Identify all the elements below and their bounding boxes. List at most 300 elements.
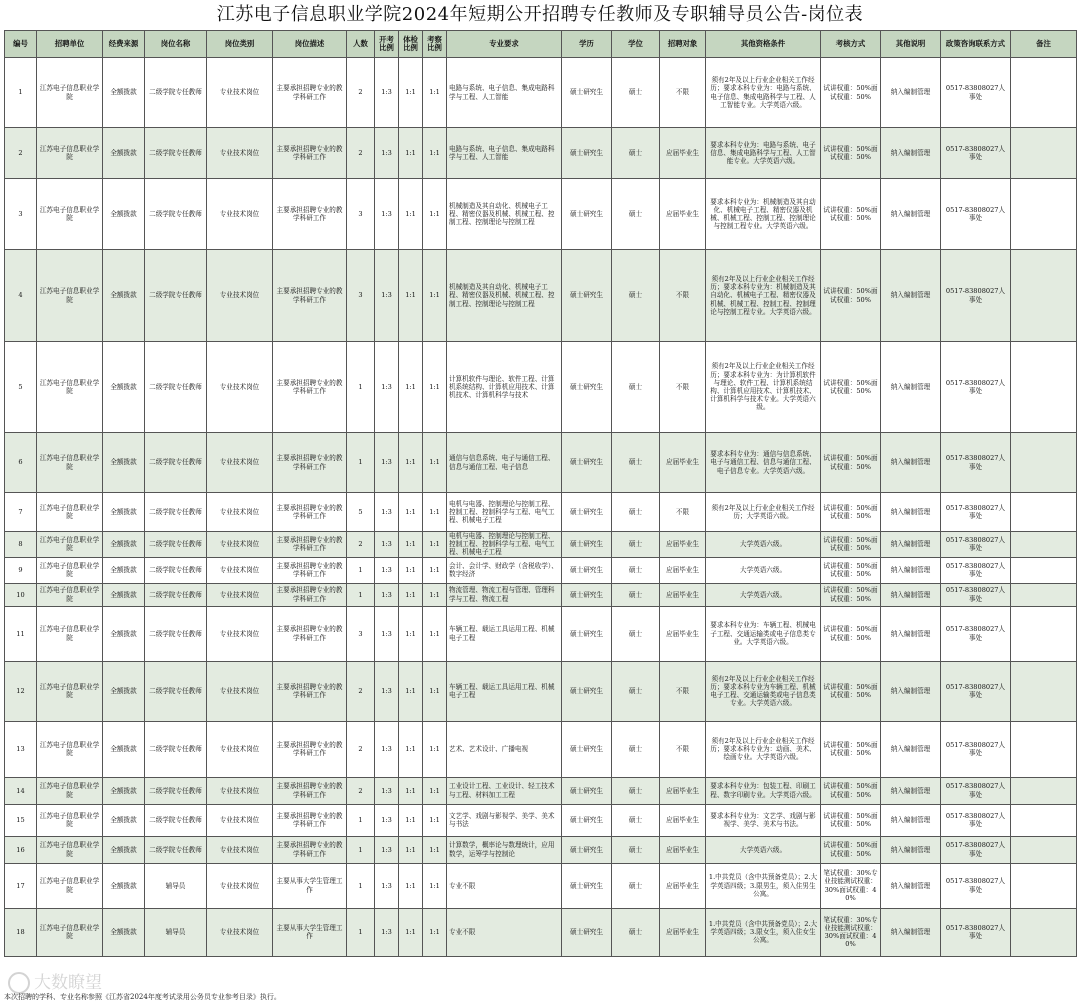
table-cell: 硕士研究生: [562, 661, 612, 721]
table-cell: 全额拨款: [103, 804, 145, 836]
table-row: [5, 836, 1077, 863]
table-row: [5, 557, 1077, 583]
table-cell: 大学英语六级。: [706, 836, 821, 863]
table-cell: 主要承担招聘专业的教学科研工作: [273, 661, 347, 721]
table-cell: 应届毕业生: [660, 908, 706, 956]
table-cell: 硕士: [612, 804, 660, 836]
table-cell: 纳入编制管理: [881, 721, 941, 777]
table-cell: 硕士研究生: [562, 908, 612, 956]
table-cell: 1: [5, 58, 37, 128]
table-cell: 应届毕业生: [660, 433, 706, 493]
table-cell: 1:1: [399, 250, 423, 342]
table-cell: 二级学院专任教师: [145, 836, 207, 863]
table-cell: 主要承担招聘专业的教学科研工作: [273, 777, 347, 804]
table-cell: 1:1: [399, 836, 423, 863]
table-cell: 机械制造及其自动化、机械电子工程、精密仪器及机械、机械工程、控制工程、控制理论与控制工程: [447, 179, 562, 250]
table-cell: 1:1: [423, 606, 447, 661]
table-cell: 硕士: [612, 557, 660, 583]
column-header: 体检比例: [399, 31, 423, 58]
table-cell: 1:3: [375, 606, 399, 661]
table-cell: 计算机软件与理论、软件工程、计算机系统结构、计算机应用技术、计算机技术、计算机科学与技术: [447, 342, 562, 433]
table-cell: 1:1: [399, 661, 423, 721]
table-cell: 硕士: [612, 58, 660, 128]
table-cell: 纳入编制管理: [881, 493, 941, 532]
table-cell: 硕士: [612, 342, 660, 433]
table-cell: 电路与系统、电子信息、集成电路科学与工程、人工智能: [447, 128, 562, 179]
table-cell: 江苏电子信息职业学院: [37, 128, 103, 179]
table-row: [5, 532, 1077, 558]
table-cell: 主要承担招聘专业的教学科研工作: [273, 58, 347, 128]
table-cell: 江苏电子信息职业学院: [37, 179, 103, 250]
table-cell: 二级学院专任教师: [145, 721, 207, 777]
table-cell: 1:1: [423, 721, 447, 777]
table-cell: [1011, 836, 1077, 863]
table-cell: 1:3: [375, 777, 399, 804]
table-cell: 江苏电子信息职业学院: [37, 493, 103, 532]
table-cell: 硕士研究生: [562, 250, 612, 342]
table-cell: 1:1: [399, 433, 423, 493]
table-cell: 3: [347, 606, 375, 661]
table-cell: 4: [5, 250, 37, 342]
table-cell: 1:3: [375, 661, 399, 721]
table-cell: 会计、会计学、财政学（含税收学）、数字经济: [447, 557, 562, 583]
table-cell: 2: [5, 128, 37, 179]
table-cell: 1:1: [399, 128, 423, 179]
table-cell: 江苏电子信息职业学院: [37, 908, 103, 956]
table-cell: 纳入编制管理: [881, 836, 941, 863]
column-header: 岗位名称: [145, 31, 207, 58]
table-cell: 1:3: [375, 58, 399, 128]
table-cell: 电机与电器、控制理论与控制工程、控制工程、控制科学与工程、电气工程、机械电子工程: [447, 493, 562, 532]
table-cell: 江苏电子信息职业学院: [37, 250, 103, 342]
table-cell: 专业技术岗位: [207, 433, 273, 493]
table-cell: 3: [347, 179, 375, 250]
table-cell: 主要承担招聘专业的教学科研工作: [273, 606, 347, 661]
column-header: 经费来源: [103, 31, 145, 58]
table-cell: [1011, 250, 1077, 342]
table-cell: 0517-83808027人事处: [941, 836, 1011, 863]
table-cell: 全额拨款: [103, 661, 145, 721]
table-cell: 试讲权重：50%面试权重：50%: [821, 721, 881, 777]
table-cell: 硕士: [612, 908, 660, 956]
table-cell: 全额拨款: [103, 863, 145, 908]
table-cell: 2: [347, 58, 375, 128]
table-cell: 专业技术岗位: [207, 342, 273, 433]
table-cell: 硕士: [612, 179, 660, 250]
table-cell: 1:1: [399, 557, 423, 583]
table-cell: 0517-83808027人事处: [941, 777, 1011, 804]
table-cell: [1011, 557, 1077, 583]
table-cell: 1.中共党员（含中共预备党员）；2.大学英语四级；3.限男生，须入住男生公寓。: [706, 863, 821, 908]
table-cell: 全额拨款: [103, 493, 145, 532]
table-row: [5, 342, 1077, 433]
table-cell: 笔试权重：30%专业技能测试权重：30%面试权重：40%: [821, 863, 881, 908]
table-row: [5, 863, 1077, 908]
table-cell: 全额拨款: [103, 777, 145, 804]
table-cell: 1: [347, 433, 375, 493]
table-cell: 江苏电子信息职业学院: [37, 863, 103, 908]
table-cell: 2: [347, 721, 375, 777]
table-cell: 专业技术岗位: [207, 493, 273, 532]
table-cell: 专业技术岗位: [207, 836, 273, 863]
table-cell: 全额拨款: [103, 433, 145, 493]
table-cell: 1:3: [375, 532, 399, 558]
table-cell: 江苏电子信息职业学院: [37, 532, 103, 558]
table-cell: 全额拨款: [103, 128, 145, 179]
table-cell: 硕士研究生: [562, 557, 612, 583]
table-cell: 江苏电子信息职业学院: [37, 721, 103, 777]
table-cell: 要求本科专业为：电路与系统、电子信息、集成电路科学与工程、人工智能专业。大学英语六级。: [706, 128, 821, 179]
table-cell: 硕士研究生: [562, 721, 612, 777]
table-cell: 11: [5, 606, 37, 661]
table-cell: 应届毕业生: [660, 179, 706, 250]
table-cell: 物流管理、物流工程与管理、管理科学与工程、物流工程: [447, 583, 562, 606]
table-cell: 二级学院专任教师: [145, 532, 207, 558]
table-cell: 1:1: [399, 606, 423, 661]
table-cell: 江苏电子信息职业学院: [37, 777, 103, 804]
table-cell: 二级学院专任教师: [145, 804, 207, 836]
table-cell: [1011, 58, 1077, 128]
table-cell: 全额拨款: [103, 721, 145, 777]
table-cell: 1:1: [423, 908, 447, 956]
table-cell: 试讲权重：50%面试权重：50%: [821, 777, 881, 804]
table-cell: 二级学院专任教师: [145, 433, 207, 493]
table-cell: 专业技术岗位: [207, 250, 273, 342]
table-cell: 要求本科专业为：文艺学、戏剧与影视学、美学、美术与书法。: [706, 804, 821, 836]
table-cell: 0517-83808027人事处: [941, 557, 1011, 583]
table-cell: 纳入编制管理: [881, 583, 941, 606]
table-cell: 要求本科专业为：车辆工程、机械电子工程、交通运输类或电子信息类专业。大学英语六级。: [706, 606, 821, 661]
table-cell: 硕士: [612, 250, 660, 342]
table-cell: 纳入编制管理: [881, 777, 941, 804]
table-cell: 全额拨款: [103, 532, 145, 558]
table-cell: 试讲权重：50%面试权重：50%: [821, 557, 881, 583]
table-cell: 1:1: [399, 342, 423, 433]
table-cell: 0517-83808027人事处: [941, 532, 1011, 558]
table-cell: 须有2年及以上行业企业相关工作经历；大学英语六级。: [706, 493, 821, 532]
table-cell: 1:1: [423, 433, 447, 493]
table-cell: 纳入编制管理: [881, 58, 941, 128]
table-cell: 1: [347, 557, 375, 583]
table-cell: 0517-83808027人事处: [941, 804, 1011, 836]
table-cell: 主要承担招聘专业的教学科研工作: [273, 557, 347, 583]
table-cell: 要求本科专业为：通信与信息系统、电子与通信工程、信息与通信工程、电子信息专业。大学英语六级。: [706, 433, 821, 493]
table-cell: [1011, 493, 1077, 532]
column-header: 政策咨询联系方式: [941, 31, 1011, 58]
table-cell: 1:3: [375, 583, 399, 606]
table-cell: 0517-83808027人事处: [941, 58, 1011, 128]
table-cell: 专业技术岗位: [207, 532, 273, 558]
page-title: 江苏电子信息职业学院2024年短期公开招聘专任教师及专职辅导员公告-岗位表: [216, 4, 864, 25]
table-cell: 主要承担招聘专业的教学科研工作: [273, 532, 347, 558]
table-row: [5, 777, 1077, 804]
table-cell: 不限: [660, 58, 706, 128]
table-cell: 纳入编制管理: [881, 661, 941, 721]
table-cell: 主要承担招聘专业的教学科研工作: [273, 128, 347, 179]
table-cell: 应届毕业生: [660, 128, 706, 179]
table-cell: 专业技术岗位: [207, 583, 273, 606]
column-header: 招聘对象: [660, 31, 706, 58]
table-cell: 不限: [660, 342, 706, 433]
column-header: 学历: [562, 31, 612, 58]
table-cell: 主要承担招聘专业的教学科研工作: [273, 804, 347, 836]
table-cell: 纳入编制管理: [881, 863, 941, 908]
table-cell: 硕士研究生: [562, 583, 612, 606]
table-cell: 试讲权重：50%面试权重：50%: [821, 836, 881, 863]
table-cell: 3: [5, 179, 37, 250]
table-cell: 纳入编制管理: [881, 250, 941, 342]
table-cell: 1:1: [423, 179, 447, 250]
table-cell: 二级学院专任教师: [145, 493, 207, 532]
table-cell: 二级学院专任教师: [145, 58, 207, 128]
table-cell: 不限: [660, 661, 706, 721]
table-cell: 1:1: [423, 661, 447, 721]
column-header: 专业要求: [447, 31, 562, 58]
table-cell: 1:3: [375, 836, 399, 863]
table-cell: 须有2年及以上行业企业相关工作经历；要求本科专业为：电路与系统、电子信息、集成电路科学与工程、人工智能专业。大学英语六级。: [706, 58, 821, 128]
table-cell: 1:3: [375, 250, 399, 342]
table-cell: 主要从事大学生管理工作: [273, 863, 347, 908]
table-cell: 纳入编制管理: [881, 532, 941, 558]
table-row: [5, 128, 1077, 179]
table-cell: 1:3: [375, 128, 399, 179]
table-cell: 主要承担招聘专业的教学科研工作: [273, 583, 347, 606]
table-cell: 专业不限: [447, 908, 562, 956]
table-cell: 工业设计工程、工业设计、轻工技术与工程、材料加工工程: [447, 777, 562, 804]
table-cell: 5: [5, 342, 37, 433]
table-cell: 硕士研究生: [562, 606, 612, 661]
table-cell: 试讲权重：50%面试权重：50%: [821, 606, 881, 661]
table-cell: [1011, 342, 1077, 433]
table-cell: 1:1: [399, 804, 423, 836]
table-cell: 辅导员: [145, 863, 207, 908]
table-cell: 7: [5, 493, 37, 532]
table-cell: 硕士研究生: [562, 863, 612, 908]
table-cell: 1:3: [375, 433, 399, 493]
table-cell: 计算数学，概率论与数理统计，应用数学，运筹学与控制论: [447, 836, 562, 863]
table-cell: 专业技术岗位: [207, 661, 273, 721]
table-cell: 江苏电子信息职业学院: [37, 661, 103, 721]
positions-table: [4, 30, 1077, 957]
table-cell: 全额拨款: [103, 908, 145, 956]
table-cell: 1:3: [375, 493, 399, 532]
table-cell: 1:3: [375, 908, 399, 956]
table-cell: 电路与系统、电子信息、集成电路科学与工程、人工智能: [447, 58, 562, 128]
table-cell: 0517-83808027人事处: [941, 908, 1011, 956]
table-cell: 试讲权重：50%面试权重：50%: [821, 583, 881, 606]
table-cell: 1: [347, 583, 375, 606]
table-row: [5, 58, 1077, 128]
table-cell: 硕士: [612, 777, 660, 804]
table-cell: 通信与信息系统、电子与通信工程、信息与通信工程、电子信息: [447, 433, 562, 493]
table-cell: 5: [347, 493, 375, 532]
table-cell: 艺术、艺术设计、广播电视: [447, 721, 562, 777]
table-cell: 1: [347, 836, 375, 863]
table-cell: 1: [347, 804, 375, 836]
table-cell: 须有2年及以上行业企业相关工作经历；要求本科专业为：动画、美术、绘画专业。大学英语六级。: [706, 721, 821, 777]
table-cell: 试讲权重：50%面试权重：50%: [821, 179, 881, 250]
table-cell: 硕士: [612, 661, 660, 721]
table-cell: 全额拨款: [103, 342, 145, 433]
table-cell: 1:1: [399, 179, 423, 250]
table-cell: 1:1: [423, 128, 447, 179]
table-cell: 2: [347, 661, 375, 721]
table-cell: 1:1: [423, 493, 447, 532]
table-cell: 2: [347, 532, 375, 558]
table-cell: 大学英语六级。: [706, 532, 821, 558]
table-row: [5, 721, 1077, 777]
table-cell: 2: [347, 128, 375, 179]
table-cell: 纳入编制管理: [881, 557, 941, 583]
table-cell: 二级学院专任教师: [145, 179, 207, 250]
table-cell: 0517-83808027人事处: [941, 721, 1011, 777]
table-cell: 江苏电子信息职业学院: [37, 342, 103, 433]
table-cell: 应届毕业生: [660, 532, 706, 558]
table-cell: 14: [5, 777, 37, 804]
table-cell: 0517-83808027人事处: [941, 342, 1011, 433]
table-cell: 1:1: [399, 532, 423, 558]
table-cell: 须有2年及以上行业企业相关工作经历；要求本科专业为车辆工程、机械电子工程、交通运输类或电子信息类专业。大学英语六级。: [706, 661, 821, 721]
table-row: [5, 179, 1077, 250]
table-cell: 1: [347, 342, 375, 433]
table-cell: 笔试权重：30%专业技能测试权重：30%面试权重：40%: [821, 908, 881, 956]
table-cell: 1:1: [423, 532, 447, 558]
table-cell: 1:1: [423, 583, 447, 606]
table-cell: 硕士: [612, 606, 660, 661]
table-cell: 硕士研究生: [562, 777, 612, 804]
table-cell: 应届毕业生: [660, 836, 706, 863]
table-cell: 8: [5, 532, 37, 558]
table-cell: 全额拨款: [103, 557, 145, 583]
table-cell: 纳入编制管理: [881, 433, 941, 493]
table-cell: 硕士研究生: [562, 342, 612, 433]
table-cell: 主要承担招聘专业的教学科研工作: [273, 721, 347, 777]
table-cell: 试讲权重：50%面试权重：50%: [821, 58, 881, 128]
table-cell: 江苏电子信息职业学院: [37, 58, 103, 128]
table-cell: 10: [5, 583, 37, 606]
table-cell: 二级学院专任教师: [145, 606, 207, 661]
table-cell: 应届毕业生: [660, 606, 706, 661]
table-cell: 13: [5, 721, 37, 777]
table-cell: 二级学院专任教师: [145, 661, 207, 721]
table-cell: 1:1: [399, 863, 423, 908]
table-cell: 1:3: [375, 721, 399, 777]
table-cell: 17: [5, 863, 37, 908]
table-cell: 硕士: [612, 863, 660, 908]
table-cell: 1: [347, 863, 375, 908]
table-cell: 1:1: [423, 836, 447, 863]
table-cell: 9: [5, 557, 37, 583]
table-cell: [1011, 433, 1077, 493]
column-header: 岗位描述: [273, 31, 347, 58]
table-cell: 硕士研究生: [562, 433, 612, 493]
table-cell: 电机与电器、控制理论与控制工程、控制工程、控制科学与工程、电气工程、机械电子工程: [447, 532, 562, 558]
table-cell: 试讲权重：50%面试权重：50%: [821, 128, 881, 179]
table-cell: 0517-83808027人事处: [941, 661, 1011, 721]
table-cell: 江苏电子信息职业学院: [37, 606, 103, 661]
table-cell: 不限: [660, 250, 706, 342]
table-row: [5, 661, 1077, 721]
table-cell: 1: [347, 908, 375, 956]
table-cell: 15: [5, 804, 37, 836]
table-cell: 18: [5, 908, 37, 956]
table-cell: [1011, 661, 1077, 721]
table-cell: 专业不限: [447, 863, 562, 908]
table-cell: 专业技术岗位: [207, 908, 273, 956]
table-cell: 1:1: [423, 58, 447, 128]
table-cell: 纳入编制管理: [881, 342, 941, 433]
column-header: 岗位类别: [207, 31, 273, 58]
table-cell: 不限: [660, 493, 706, 532]
table-cell: 1:3: [375, 863, 399, 908]
table-cell: 纳入编制管理: [881, 179, 941, 250]
table-cell: 须有2年及以上行业企业相关工作经历；要求本科专业为：机械制造及其自动化、机械电子工程、精密仪器及机械、机械工程、控制工程、控制理论与控制工程专业。大学英语六级。: [706, 250, 821, 342]
table-cell: 须有2年及以上行业企业相关工作经历；要求本科专业为：为计算机软件与理论、软件工程、计算机系统结构、计算机应用技术、计算机技术、计算机科学与技术专业。大学英语六级。: [706, 342, 821, 433]
table-cell: 1:1: [423, 863, 447, 908]
table-cell: 试讲权重：50%面试权重：50%: [821, 433, 881, 493]
table-cell: 大学英语六级。: [706, 583, 821, 606]
header-row: [5, 31, 1077, 58]
table-cell: 1:1: [399, 721, 423, 777]
table-cell: 0517-83808027人事处: [941, 250, 1011, 342]
table-cell: 专业技术岗位: [207, 777, 273, 804]
table-cell: 应届毕业生: [660, 583, 706, 606]
table-cell: 江苏电子信息职业学院: [37, 804, 103, 836]
table-cell: 主要承担招聘专业的教学科研工作: [273, 250, 347, 342]
watermark: 大数瞭望: [8, 968, 102, 994]
table-cell: 江苏电子信息职业学院: [37, 836, 103, 863]
table-cell: [1011, 128, 1077, 179]
table-cell: 2: [347, 777, 375, 804]
table-cell: 12: [5, 661, 37, 721]
table-cell: 1:1: [399, 493, 423, 532]
table-row: [5, 908, 1077, 956]
table-cell: 二级学院专任教师: [145, 128, 207, 179]
table-cell: [1011, 583, 1077, 606]
table-cell: 硕士研究生: [562, 804, 612, 836]
table-cell: 1:3: [375, 804, 399, 836]
table-row: [5, 493, 1077, 532]
table-cell: 纳入编制管理: [881, 128, 941, 179]
table-cell: 硕士: [612, 532, 660, 558]
table-cell: 硕士研究生: [562, 58, 612, 128]
table-cell: 1.中共党员（含中共预备党员）；2.大学英语四级；3.限女生，须入住女生公寓。: [706, 908, 821, 956]
table-cell: 硕士: [612, 128, 660, 179]
table-cell: [1011, 863, 1077, 908]
table-cell: 应届毕业生: [660, 777, 706, 804]
table-cell: 全额拨款: [103, 836, 145, 863]
table-cell: 二级学院专任教师: [145, 583, 207, 606]
table-cell: 0517-83808027人事处: [941, 606, 1011, 661]
table-cell: 二级学院专任教师: [145, 557, 207, 583]
table-cell: 3: [347, 250, 375, 342]
table-cell: 硕士: [612, 836, 660, 863]
table-cell: 1:1: [423, 777, 447, 804]
table-cell: 0517-83808027人事处: [941, 583, 1011, 606]
table-cell: 1:3: [375, 342, 399, 433]
table-cell: 专业技术岗位: [207, 804, 273, 836]
table-cell: 江苏电子信息职业学院: [37, 433, 103, 493]
table-cell: 试讲权重：50%面试权重：50%: [821, 804, 881, 836]
footnote: 本次招聘的学科、专业名称参照《江苏省2024年度考试录用公务员专业参考目录》执行。: [4, 993, 281, 1001]
table-cell: 应届毕业生: [660, 804, 706, 836]
table-cell: 1:1: [423, 804, 447, 836]
column-header: 人数: [347, 31, 375, 58]
table-cell: 纳入编制管理: [881, 606, 941, 661]
table-cell: 0517-83808027人事处: [941, 863, 1011, 908]
table-cell: 主要承担招聘专业的教学科研工作: [273, 433, 347, 493]
table-cell: 不限: [660, 721, 706, 777]
